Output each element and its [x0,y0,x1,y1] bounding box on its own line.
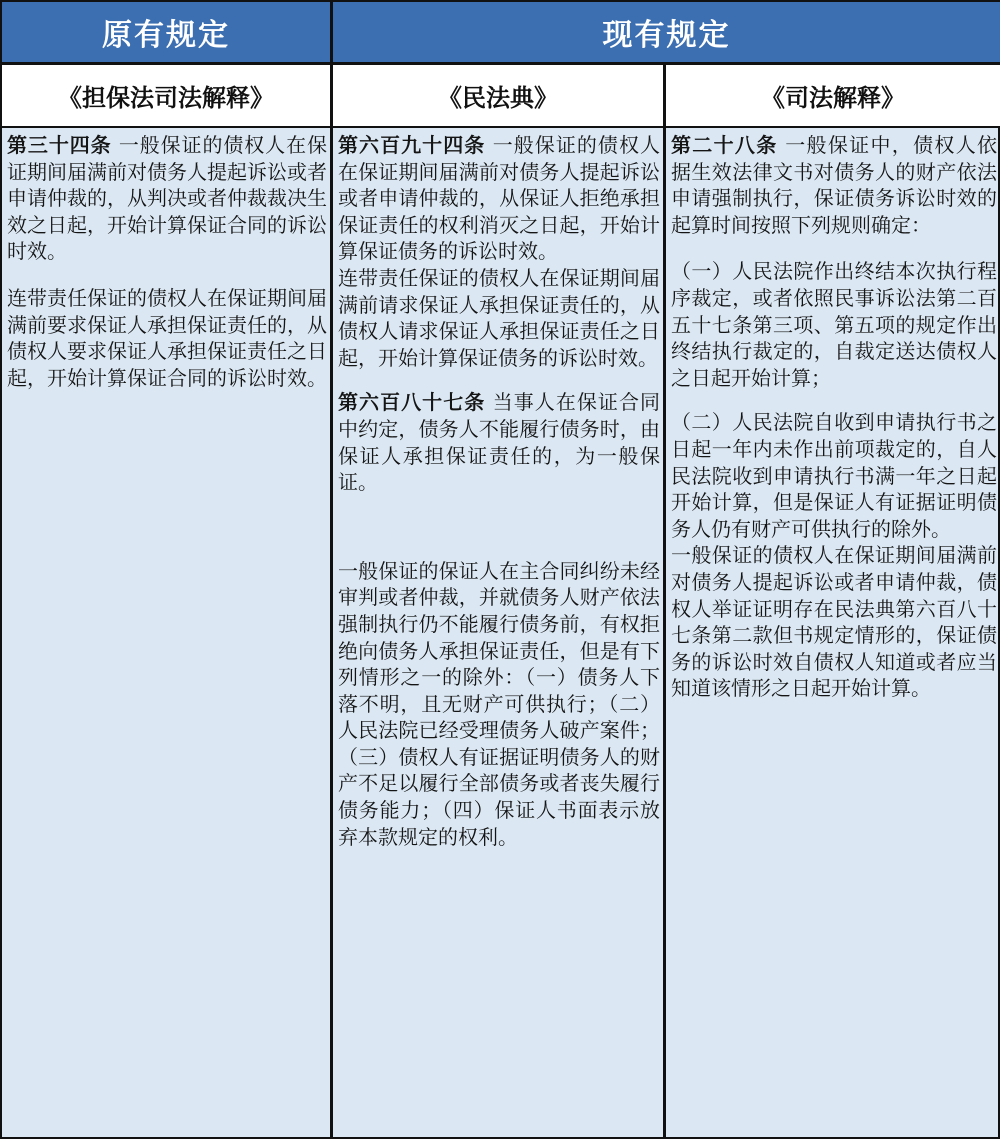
paragraph: （二）人民法院自收到申请执行书之日起一年内未作出前项裁定的，自人民法院收到申请执行书满一年之日起开始计算，但是保证人有证据证明债务人仍有财产可供执行的除外。 [671,410,997,541]
column-judicial-interpretation-provisions [666,128,1000,1137]
paragraph: 一般保证的债权人在保证期间届满前对债务人提起诉讼或者申请仲裁，债权人举证证明存在民法典第六百八十七条第二款但书规定情形的，保证债务的诉讼时效自债权人知道或者应当知道该情形之日起开始计算。 [671,543,997,701]
subheader-guarantee-law-interpretation: 《担保法司法解释》 [2,62,333,128]
paragraph: 连带责任保证的债权人在保证期间届满前要求保证人承担保证责任的，从债权人要求保证人承担保证责任之日起，开始计算保证合同的诉讼时效。 [7,285,327,390]
article-text: 一般保证中，债权人依据生效法律文书对债务人的财产依法申请强制执行，保证债务诉讼时效的起算时间按照下列规则确定： [671,133,997,237]
article-number: 第六百九十四条 [338,133,486,157]
article-number: 第二十八条 [671,133,778,157]
paragraph-gap [671,391,997,409]
subheader-civil-code: 《民法典》 [333,62,666,128]
paragraph-gap [671,238,997,258]
article-paragraph [671,132,997,238]
subheader-judicial-interpretation: 《司法解释》 [666,62,1000,128]
article-paragraph [338,389,660,495]
paragraph-gap [7,265,327,285]
paragraph: 一般保证的保证人在主合同纠纷未经审判或者仲裁，并就债务人财产依法强制执行仍不能履行债务前，有权拒绝向债务人承担保证责任，但是有下列情形之一的除外：（一）债务人下落不明，且无财产可供执行；（二）人民法院已经受理债务人破产案件；（三）债权人有证据证明债务人的财产不足以履行全部债务或者丧失履行债务能力；（四）保证人书面表示放弃本款规定的权利。 [338,558,660,849]
article-text: 当事人在保证合同中约定，债务人不能履行债务时，由保证人承担保证责任的，为一般保证。 [338,390,661,495]
paragraph: （一）人民法院作出终结本次执行程序裁定，或者依照民事诉讼法第二百五十七条第三项、第五项的规定作出终结执行裁定的，自裁定送达债权人之日起开始计算； [671,259,997,390]
article-number: 第六百八十七条 [338,390,486,415]
article-text: 一般保证的债权人在保证期间届满前对债务人提起诉讼或者申请仲裁的，从判决或者仲裁裁决生效之日起，开始计算保证合同的诉讼时效。 [7,133,327,264]
article-text: 一般保证的债权人在保证期间届满前对债务人提起诉讼或者申请仲裁的，从保证人拒绝承担保证责任的权利消灭之日起，开始计算保证债务的诉讼时效。 [338,133,661,264]
paragraph-gap [338,496,660,558]
article-paragraph [338,132,660,265]
article-paragraph [7,132,327,265]
header-original-rules: 原有规定 [2,2,333,62]
paragraph-gap [338,371,660,389]
header-current-rules: 现有规定 [333,2,1000,62]
column-civil-code-provisions [333,128,666,1137]
column-original-provisions [2,128,333,1137]
article-number: 第三十四条 [7,133,112,157]
paragraph: 连带责任保证的债权人在保证期间届满前请求保证人承担保证责任的，从债权人请求保证人承担保证责任之日起，开始计算保证债务的诉讼时效。 [338,265,660,370]
